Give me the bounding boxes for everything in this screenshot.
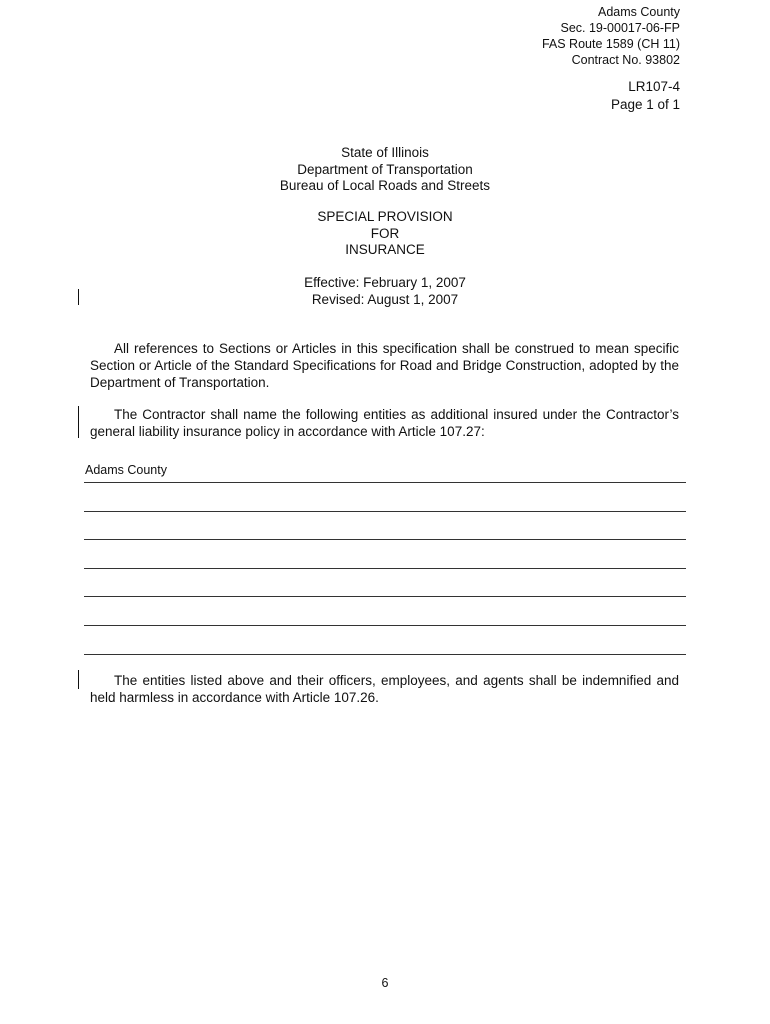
agency-department: Department of Transportation: [297, 161, 473, 177]
agency-bureau: Bureau of Local Roads and Streets: [279, 178, 491, 193]
agency-state: State of Illinois: [341, 145, 429, 160]
form-id: LR107-4: [628, 79, 680, 94]
revision-bar: [78, 289, 79, 305]
entity-line: [84, 625, 686, 626]
header-contract: Contract No. 93802: [571, 53, 680, 67]
additional-insured-paragraph: The Contractor shall name the following entities as additional insured under the Contractor’s general liability insurance policy in accordance with Article 107.27:: [90, 407, 679, 439]
revision-bar: [78, 406, 79, 438]
indemnified-paragraph: The entities listed above and their officers, employees, and agents shall be indemnified and held harmless in accordance with Article 107.26.: [90, 673, 679, 705]
page-of: Page 1 of 1: [610, 97, 680, 112]
entity-line: [84, 596, 686, 597]
references-paragraph: All references to Sections or Articles in this specification shall be construed to mean specific Section or Article of the Standard Specifications for Road and Bridge Construction, adopted by the Department of Transportation.: [90, 341, 679, 390]
effective-date: Effective: February 1, 2007: [304, 275, 466, 290]
header-block: [542, 4, 680, 68]
header-route: FAS Route 1589 (CH 11): [541, 37, 680, 51]
document-title: [0, 209, 770, 259]
page-number: 6: [381, 976, 389, 990]
header-county: Adams County: [598, 5, 680, 19]
title-line-3: INSURANCE: [345, 242, 425, 257]
insured-entity-1: Adams County: [85, 463, 167, 477]
header-section: Sec. 19-00017-06-FP: [560, 21, 680, 35]
title-line-2: FOR: [370, 225, 400, 241]
entity-line: [84, 511, 686, 512]
title-line-1: SPECIAL PROVISION: [317, 209, 453, 224]
revised-date: Revised: August 1, 2007: [311, 291, 459, 307]
revision-bar: [78, 670, 79, 689]
agency-block: [0, 145, 770, 195]
entity-line: [84, 654, 686, 655]
entity-line: [84, 482, 686, 483]
entity-line: [84, 539, 686, 540]
dates-block: [0, 275, 770, 308]
form-id-block: [611, 78, 680, 114]
entity-line: [84, 568, 686, 569]
